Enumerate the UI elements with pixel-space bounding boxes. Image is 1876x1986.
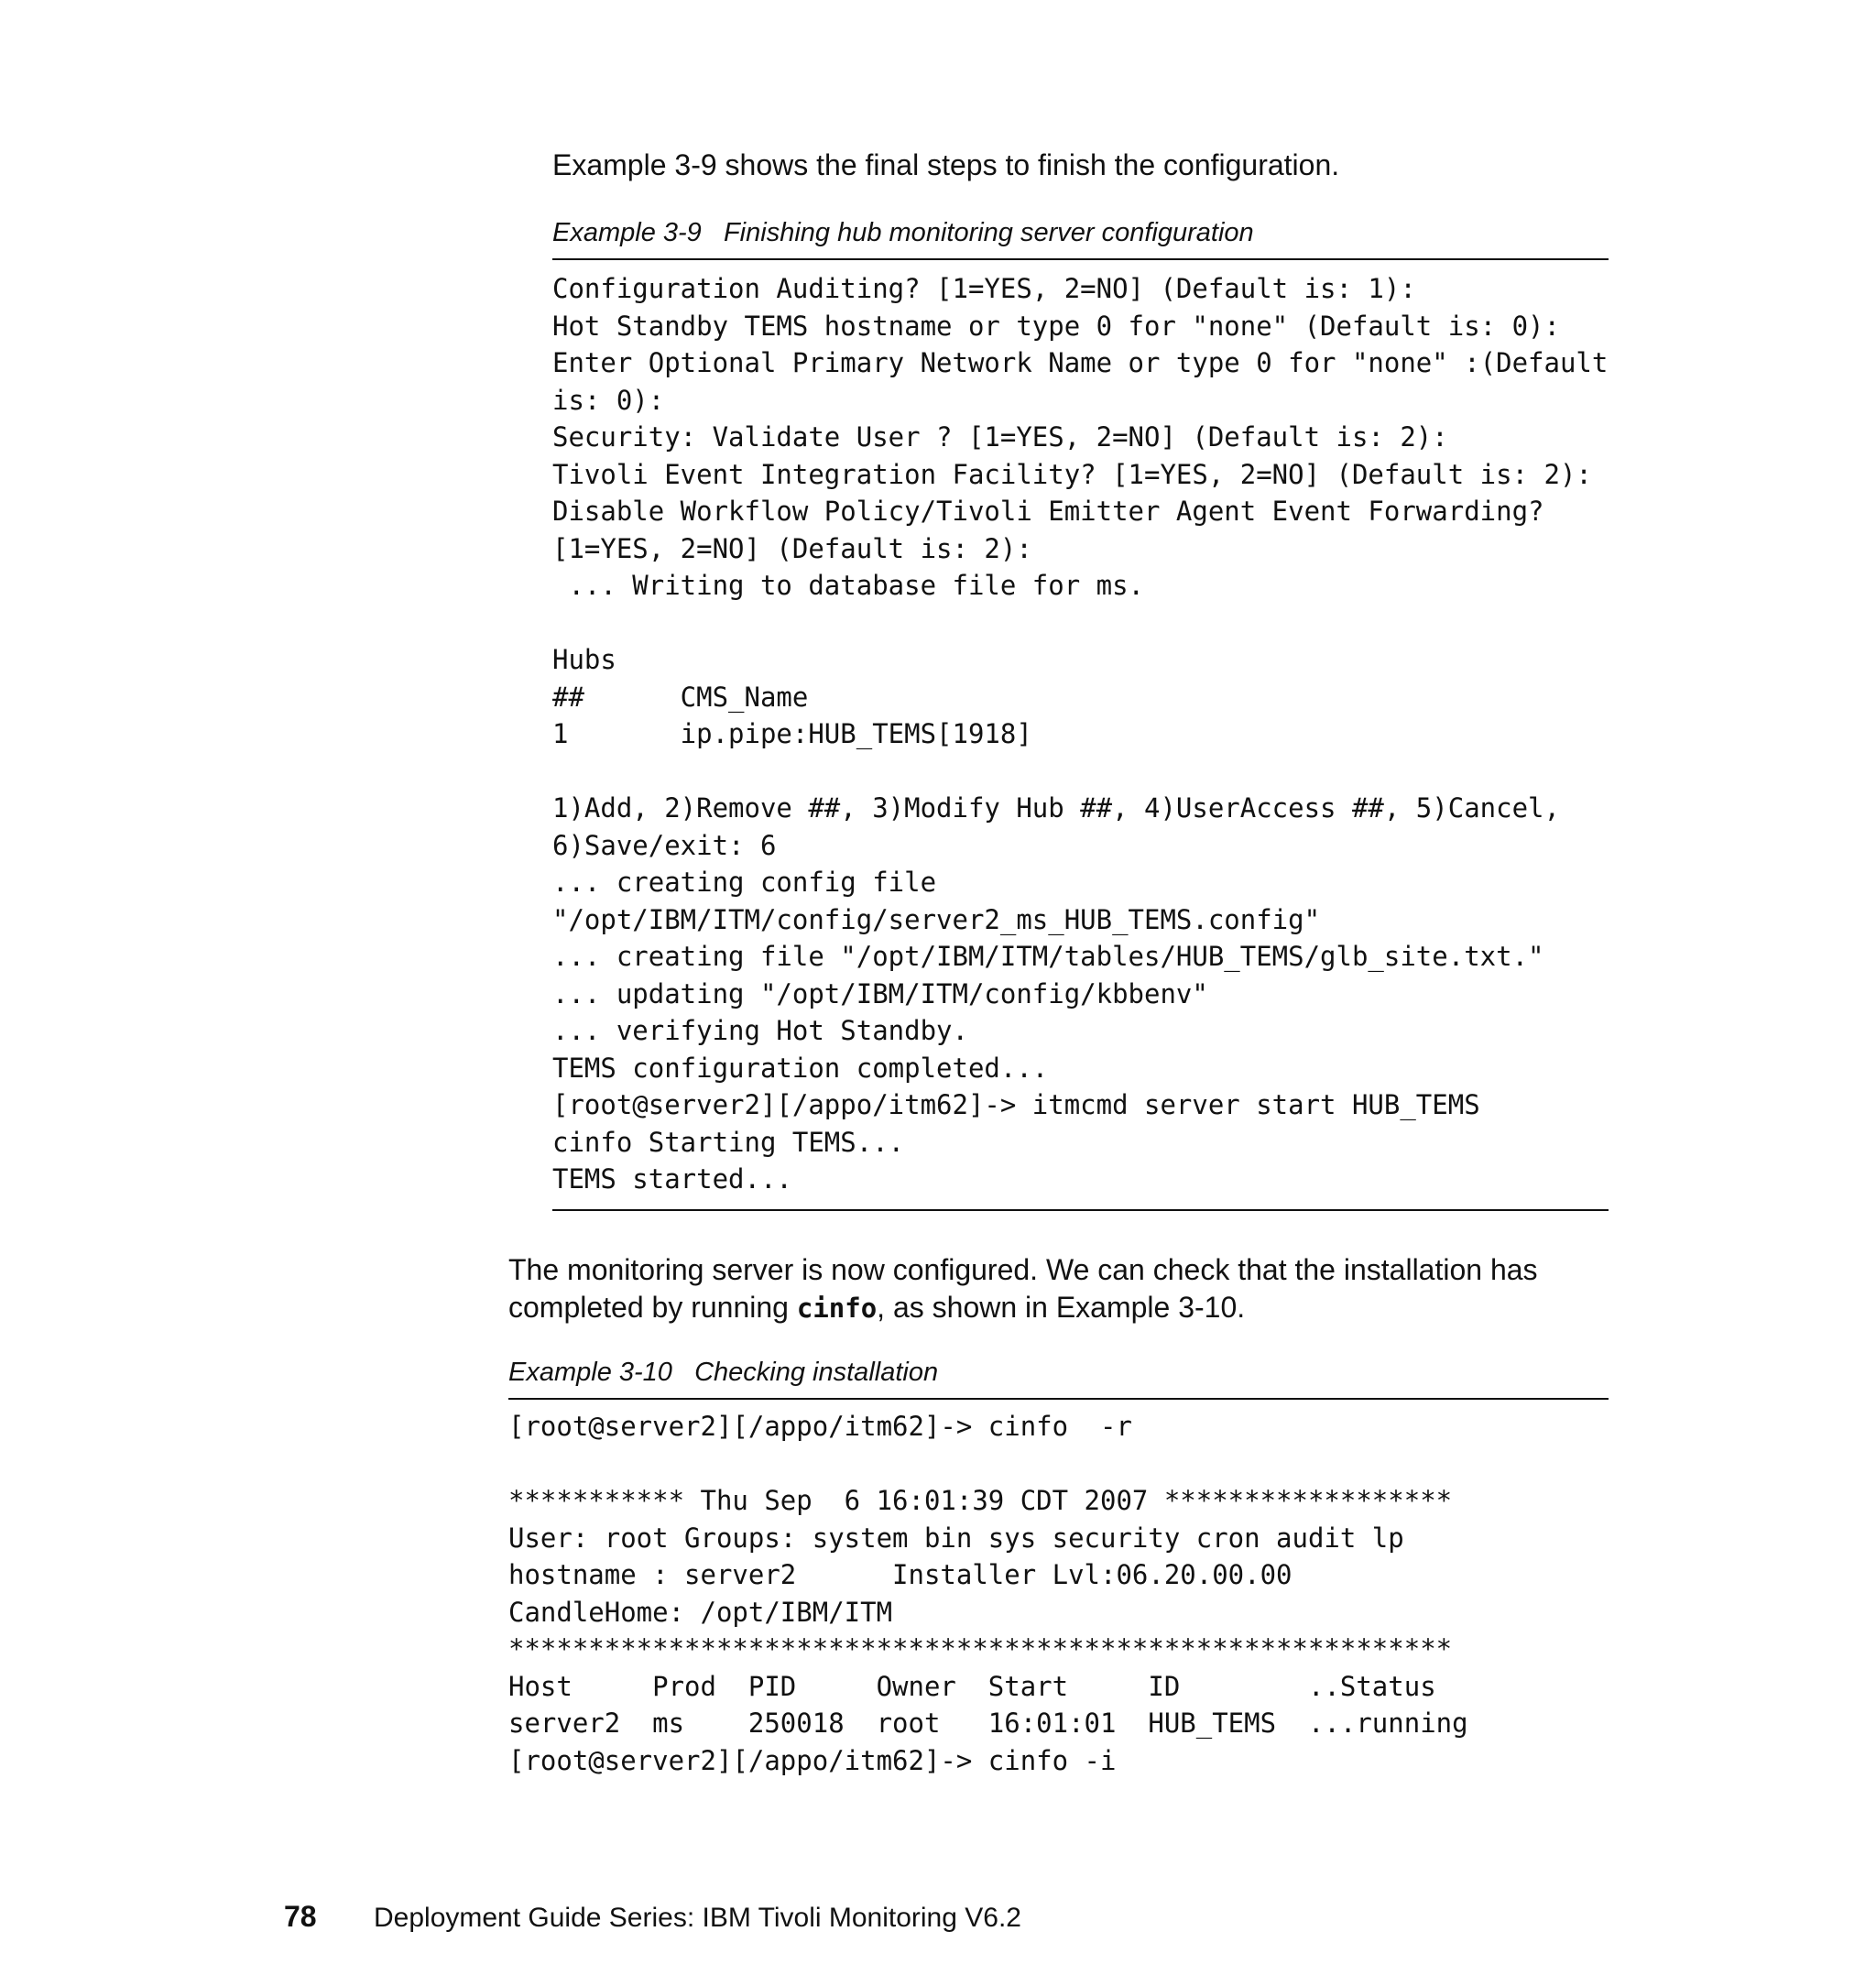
example-3-9-top-rule: [552, 258, 1609, 260]
example-3-10-code-block: [root@server2][/appo/itm62]-> cinfo -r *********** Thu Sep 6 16:01:39 CDT 2007 ****************** User: root Groups: system bin sys security cron audit lp hostname : server2 Installer Lvl:06.20.00.00 CandleHome: /opt/IBM/ITM *********************************************************** Host Prod PID Owner Start ID ..Status server2 ms 250018 root 16:01:01 HUB_TEMS ...running [root@server2][/appo/itm62]-> cinfo -i: [508, 1411, 1468, 1776]
page-footer: [284, 1898, 1021, 1937]
example-3-10-top-rule: [508, 1398, 1609, 1400]
cinfo-command: cinfo: [796, 1293, 878, 1324]
example-3-10-caption: Example 3-10 Checking installation: [508, 1358, 939, 1387]
example-3-9-caption: Example 3-9 Finishing hub monitoring server configuration: [552, 218, 1254, 247]
intro-text: Example 3-9 shows the final steps to finish the configuration.: [552, 148, 1340, 181]
paragraph-text-before: The monitoring server is now configured. We can check that the installation has completed by running: [508, 1253, 1538, 1324]
example-3-9-bottom-rule: [552, 1209, 1609, 1211]
body-paragraph: [508, 1251, 1608, 1327]
page-number: 78: [284, 1900, 317, 1933]
paragraph-text-after: , as shown in Example 3-10.: [877, 1291, 1246, 1324]
example-3-9-code-block: Configuration Auditing? [1=YES, 2=NO] (Default is: 1): Hot Standby TEMS hostname or type 0 for "none" (Default is: 0): Enter Optional Primary Network Name or type 0 for "none" :(Default is: 0): Security: Validate User ? [1=YES, 2=NO] (Default is: 2): Tivoli Event Integration Facility? [1=YES, 2=NO] (Default is: 2): Disable Workflow Policy/Tivoli Emitter Agent Event Forwarding? [1=YES, 2=NO] (Default is: 2): ... Writing to database file for ms. Hubs ## CMS_Name 1 ip.pipe:HUB_TEMS[1918] 1)Add, 2)Remove ##, 3)Modify Hub ##, 4)UserAccess ##, 5)Cancel, 6)Save/exit: 6 ... creating config file "/opt/IBM/ITM/config/server2_ms_HUB_TEMS.config" ... creating file "/opt/IBM/ITM/tables/HUB_TEMS/glb_site.txt." ... updating "/opt/IBM/ITM/config/kbbenv" ... verifying Hot Standby. TEMS configuration completed... [root@server2][/appo/itm62]-> itmcmd server start HUB_TEMS cinfo Starting TEMS... TEMS started...: [552, 273, 1609, 1195]
book-title: Deployment Guide Series: IBM Tivoli Monitoring V6.2: [374, 1903, 1021, 1933]
